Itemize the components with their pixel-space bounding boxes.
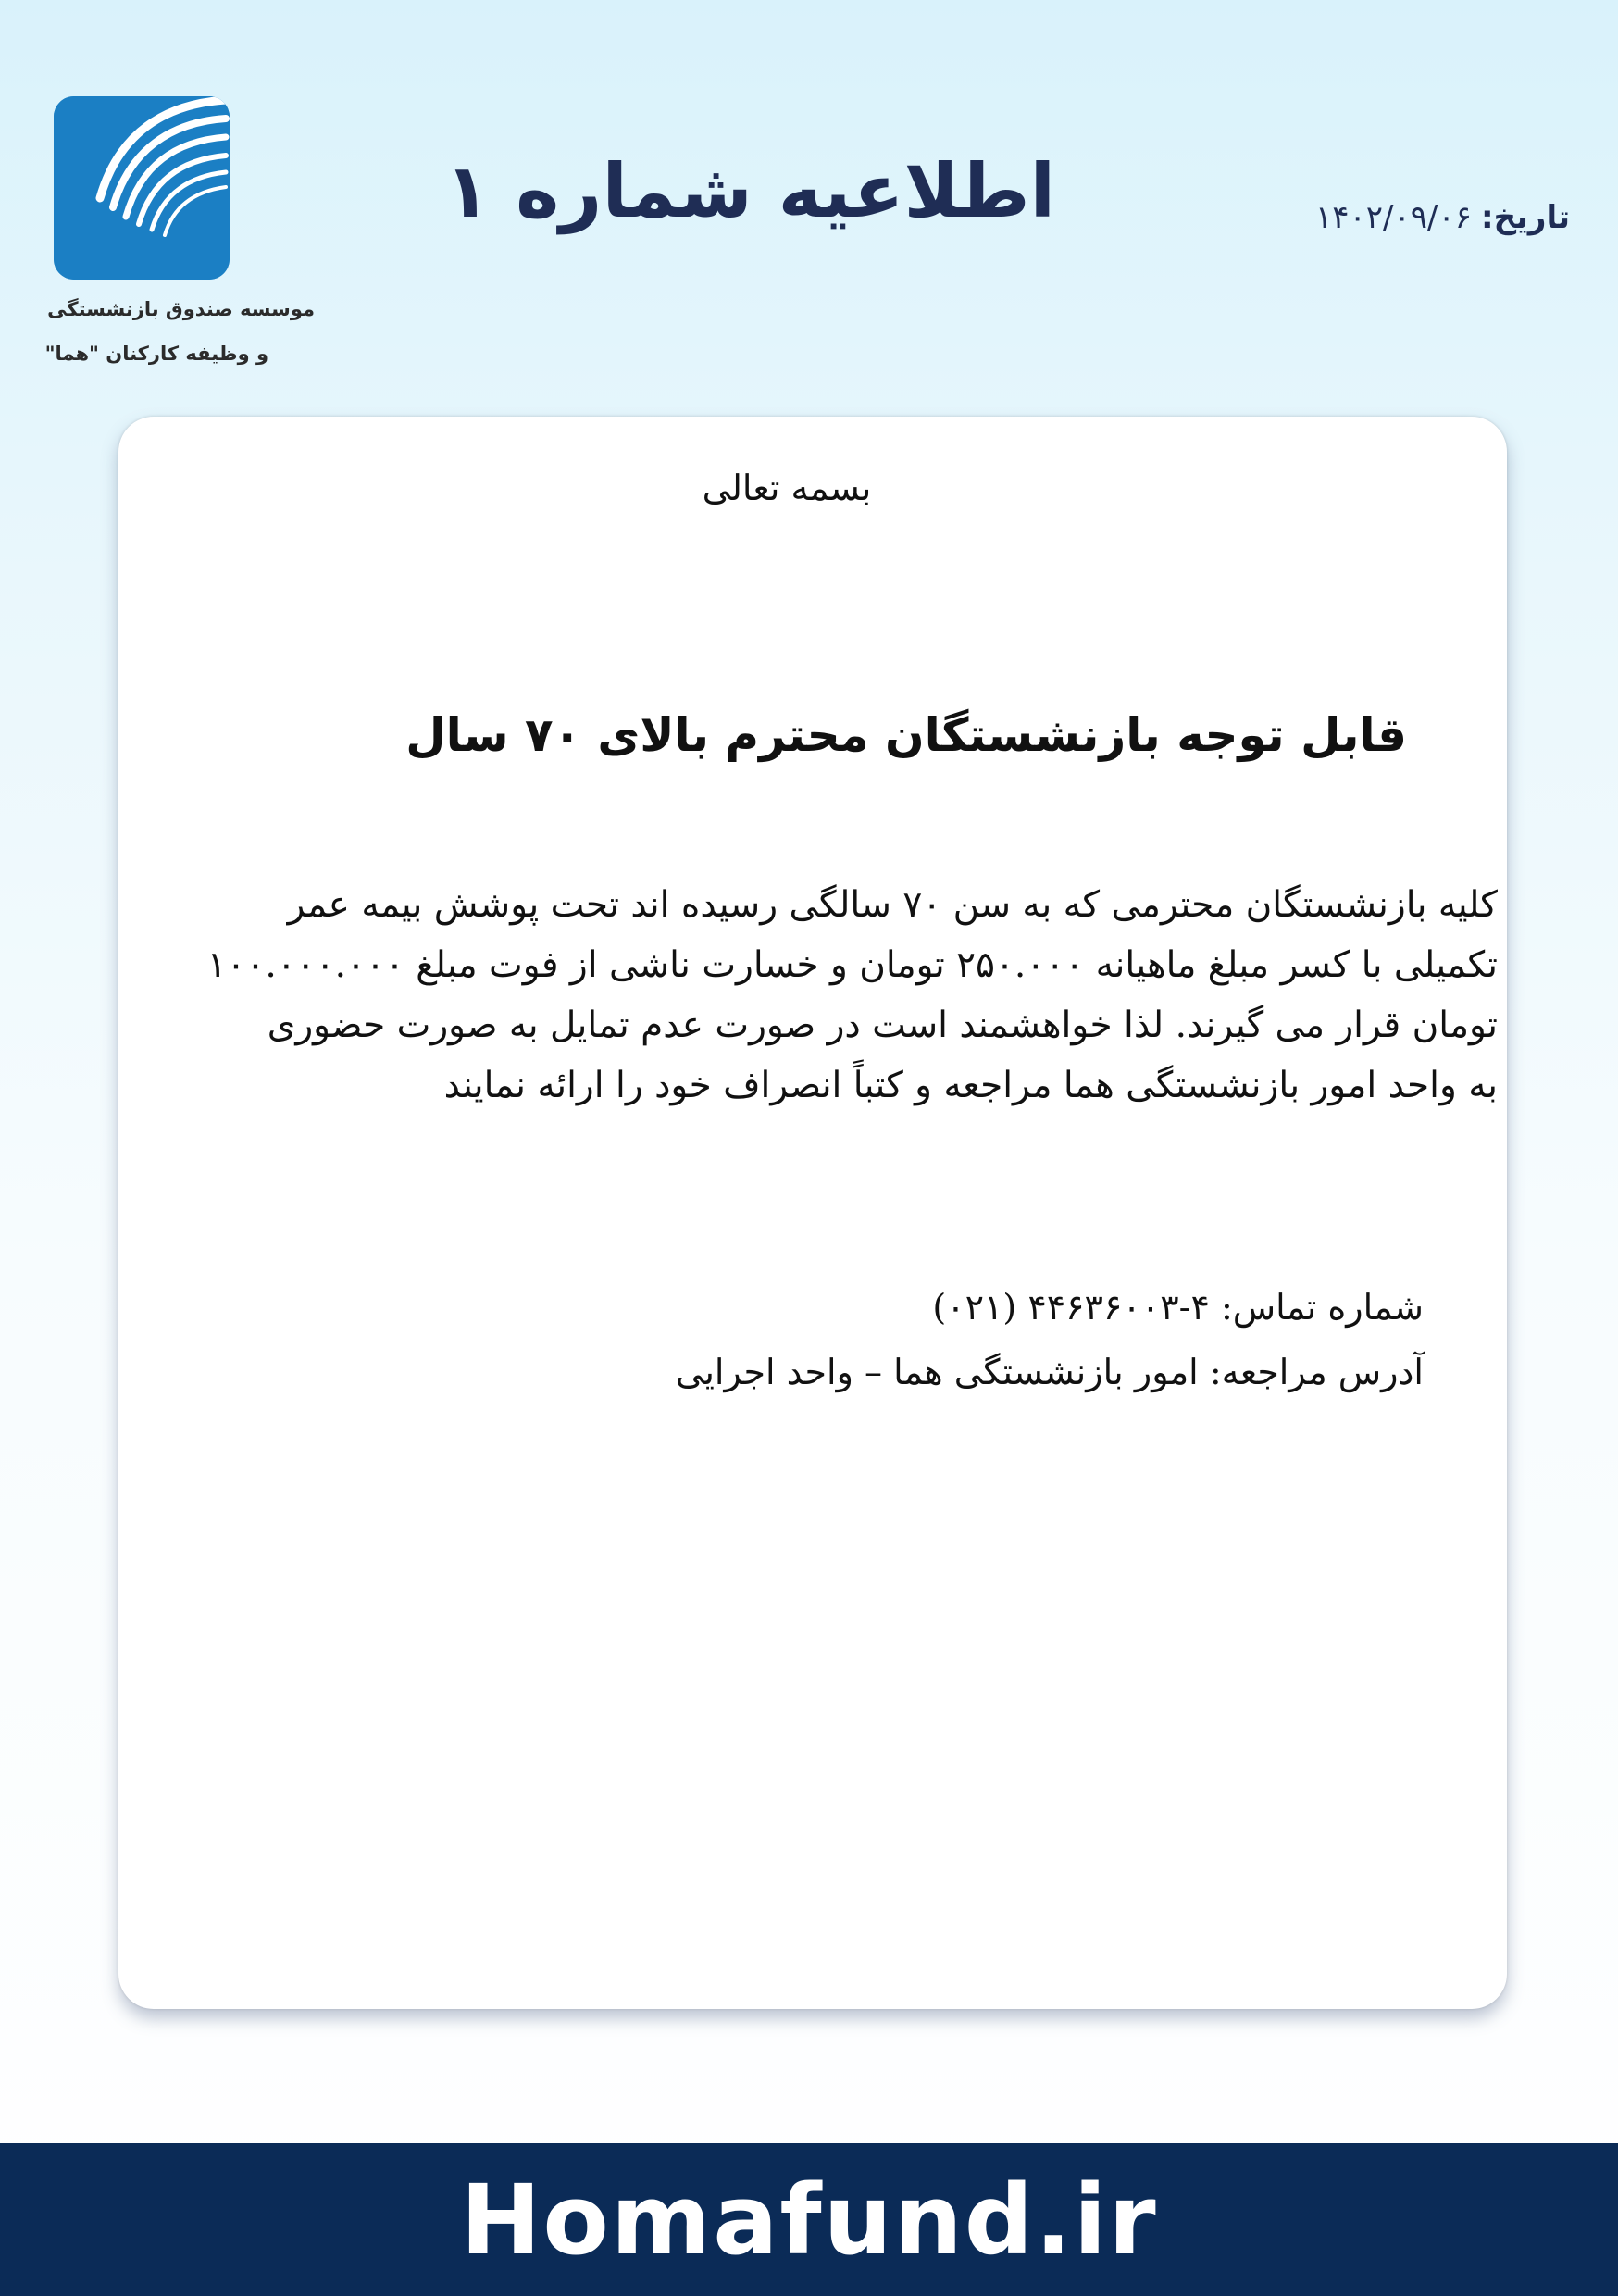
body-line-2: تکمیلی با کسر مبلغ ماهیانه ۲۵۰.۰۰۰ تومان و خسارت ناشی از فوت مبلغ ۱۰۰.۰۰۰.۰۰۰ [206,944,1498,986]
notice-heading: قابل توجه بازنشستگان محترم بالای ۷۰ سال [405,708,1407,762]
date-label: تاریخ: [1481,199,1570,236]
contact-address: آدرس مراجعه: امور بازنشستگی هما – واحد اجرایی [675,1352,1424,1392]
website-link[interactable]: Homafund.ir [460,2163,1158,2277]
footer-bar [0,2143,1618,2296]
org-name-line1: موسسه صندوق بازنشستگی [47,298,315,320]
body-line-1: کلیه بازنشستگان محترمی که به سن ۷۰ سالگی رسیده اند تحت پوشش بیمه عمر [287,884,1498,926]
date-block [1315,199,1570,236]
date-value: ۱۴۰۲/۰۹/۰۶ [1315,199,1473,236]
greeting: بسمه تعالی [702,468,872,508]
notice-card [118,417,1507,2009]
contact-phone: شماره تماس: ۴-۴۴۶۳۶۰۰۳ (۰۲۱) [932,1287,1424,1328]
body-line-3: تومان قرار می گیرند. لذا خواهشمند است در صورت عدم تمایل به صورت حضوری [267,1004,1498,1046]
homa-fund-logo-icon [54,96,230,280]
announcement-title: اطلاعیه شماره ۱ [444,148,1055,234]
body-line-4: به واحد امور بازنشستگی هما مراجعه و کتباً انصراف خود را ارائه نمایند [443,1065,1498,1106]
org-name-line2: و وظیفه کارکنان "هما" [44,343,268,365]
